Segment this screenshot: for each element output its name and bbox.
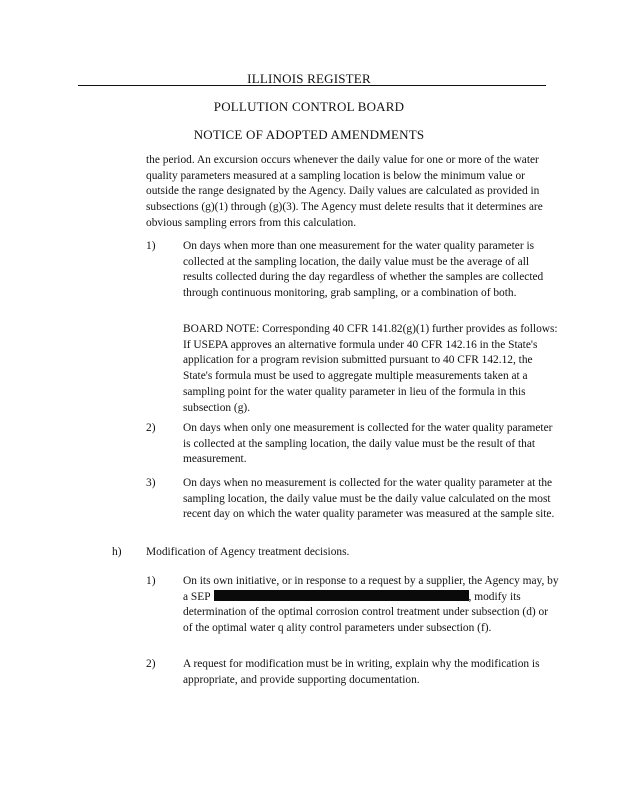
subsection-h-number: h): [112, 546, 122, 558]
item-2-text: On days when only one measurement is collected for the water quality parameter is collected at the sampling location, the daily value must be the result of that measurement.: [183, 422, 553, 466]
board-title: POLLUTION CONTROL BOARD: [213, 99, 405, 114]
h1-text-end: , modify its determination of the optimal corrosion control treatment under subsection (d) or of the optimal water q ality control parameters under subsection (f).: [183, 590, 549, 635]
board-note: BOARD NOTE: Corresponding 40 CFR 141.82(g)(1) further provides as follows: If USEPA approves an alternative formula under 40 CFR 142.16 in the State's application for a program revision submitted pursuant to 40 CFR 142.12, the State's formula must be used to aggregate multiple measurements taken at a sampling point for the water quality parameter in lieu of the formula in this subsection (g).: [183, 323, 558, 414]
h1-text-start: On its own initiative, or in response to a request by a supplier, the Agency may, by a SEP: [183, 575, 559, 603]
header-rule: [78, 85, 546, 86]
redaction-bar: [214, 590, 469, 601]
item-number-3: 3): [146, 477, 156, 489]
subsection-h-item-2: A request for modification must be in writing, explain why the modification is appropriate, and provide supporting documentation.: [183, 658, 540, 686]
subsection-h-item-number-2: 2): [146, 658, 156, 670]
subsection-h-item-number-1: 1): [146, 575, 156, 587]
subsection-h-item-1: [183, 574, 559, 637]
item-number-1: 1): [146, 240, 156, 252]
item-1-text: On days when more than one measurement for the water quality parameter is collected at the sampling location, the daily value must be the average of all results collected during the day regardless of whether the samples are collected through continuous monitoring, grab sampling, or a combination of both.: [183, 240, 544, 300]
register-title: ILLINOIS REGISTER: [247, 71, 371, 86]
notice-title: NOTICE OF ADOPTED AMENDMENTS: [193, 127, 425, 142]
item-3-text: On days when no measurement is collected for the water quality parameter at the sampling location, the daily value must be the daily value calculated on the most recent day on which the water quality parameter was measured at the sample site.: [183, 477, 555, 521]
intro-paragraph: the period. An excursion occurs whenever the daily value for one or more of the water quality parameters measured at a sampling location is below the minimum value or outside the range designated by the Agency. Daily values are calculated as provided in subsections (g)(1) through (g)(3). The Agency must delete results that it determines are obvious sampling errors from this calculation.: [146, 154, 543, 229]
item-number-2: 2): [146, 422, 156, 434]
subsection-h-heading: Modification of Agency treatment decisions.: [146, 546, 350, 558]
